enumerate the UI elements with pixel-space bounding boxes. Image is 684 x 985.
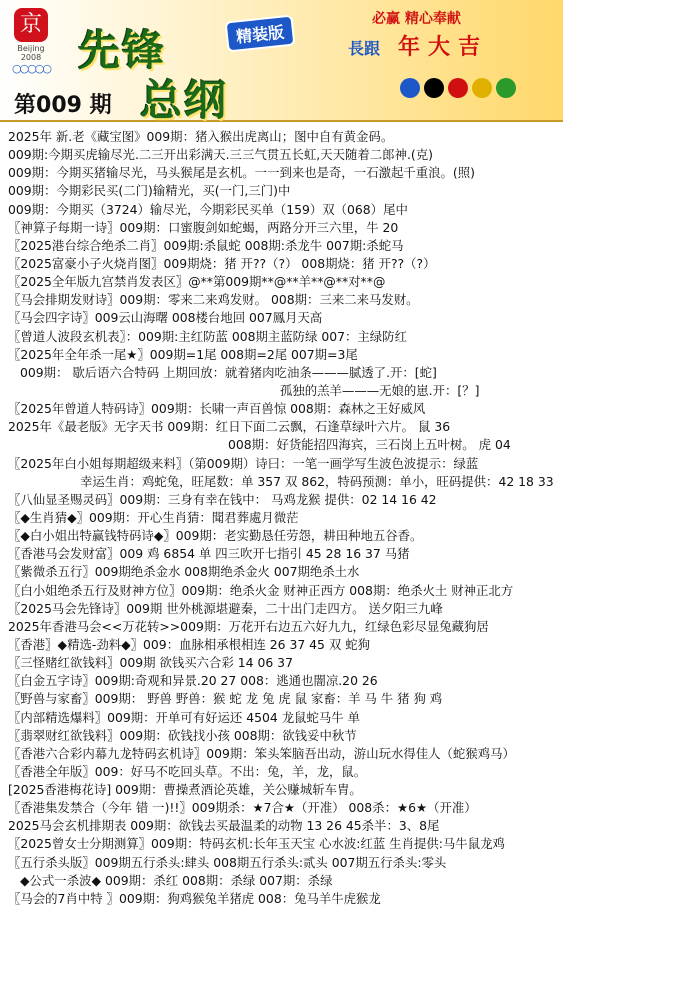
- text-line: 〖2025曾女士分期测算〗009期：特码玄机:长年玉天宝 心水波:红蓝 生肖提供:马牛鼠龙鸡: [8, 836, 505, 852]
- logo-subtitle: Beijing 2008: [17, 44, 45, 62]
- text-line: 〖白金五字诗〗009期:奇观和异景.20 27 008：逃通也闇凉.20 26: [8, 673, 378, 689]
- edition-badge: 精装版: [225, 15, 296, 53]
- title-bottom: 总纲: [140, 76, 229, 125]
- mascot-icon: [424, 78, 444, 98]
- mascots: [400, 78, 520, 103]
- text-line: 〖2025年全年杀一尾★〗009期=1尾 008期=2尾 007期=3尾: [8, 346, 358, 362]
- olympic-logo: [8, 8, 54, 75]
- text-line: 〖2025港台综合绝杀二肖〗009期:杀鼠蛇 008期:杀龙牛 007期:杀蛇马: [8, 237, 404, 253]
- text-line: 2025年 新.老《藏宝图》009期：猪入猴出虎离山；图中自有黄金码。: [8, 129, 394, 144]
- text-line: 009期:今期买虎输尽光.二三开出彩满天.三三气贯五长虹,天天随着二郎神.(克): [8, 147, 433, 163]
- text-line: 2025马会玄机排期表 009期：欲钱去买最温柔的动物 13 26 45杀半：3、8尾: [8, 818, 440, 834]
- text-line: 009期：今期买（3724）输尽光，今期彩民买单（159）双（068）尾中: [8, 201, 408, 217]
- olympic-rings-icon: ○○○○○: [12, 62, 50, 75]
- text-line: 009期： 歇后语六合特码 上期回放：就着猪肉吃油条———腻透了.开：[蛇]: [20, 364, 437, 380]
- text-line: 〖香港马会发财富〗009 鸡 6854 单 四三吹开七指引 45 28 16 37 马猪: [8, 546, 410, 562]
- text-line: 〖2025年曾道人特码诗〗009期：长啸一声百兽惊 008期：森林之王好威风: [8, 401, 426, 417]
- text-line: 〖曾道人波段玄机表〗：009期:主红防蓝 008期主蓝防绿 007：主绿防红: [8, 328, 407, 344]
- slogan-small: 必赢 精心奉献: [372, 11, 461, 27]
- text-body: [0, 128, 684, 908]
- text-line: 〖八仙显圣赐灵码〗009期：三身有幸在钱中： 马鸡龙猴 提供：02 14 16 42: [8, 491, 437, 507]
- slogan-mid: 長跟: [348, 39, 381, 58]
- text-line: 〖香港〗◆精选-劲料◆〗009：血脉相承根相连 26 37 45 双 蛇狗: [8, 636, 370, 652]
- title-top: 先锋: [78, 26, 167, 75]
- text-line: 〖2025年白小姐每期超级来料〗（第009期）诗曰：一笔一画学写生波色波提示：绿蓝: [8, 455, 479, 471]
- text-line: 〖2025马会先锋诗〗009期 世外桃源堪避秦，二十出门走四方。 送夕阳三九峰: [8, 600, 443, 616]
- text-line: 009期：今期买猪输尽光，马头猴尾是玄机。一一到来也是奇，一石激起千重浪。(照): [8, 165, 475, 181]
- slogan-big: 年大吉: [398, 34, 489, 60]
- text-line: 幸运生肖：鸡蛇兔，旺尾数：单 357 双 862，特码预测：单小，旺码提供：42 18 33: [80, 473, 554, 489]
- text-line: 〖2025全年版九宫禁肖发表区〗@**第009期**@**羊**@**对**@: [8, 274, 386, 290]
- text-line: 〖◆生肖猜◆〗009期：开心生肖猜：聞君葬處月微茫: [8, 509, 299, 525]
- text-line: 〖香港集发禁合（今年 错 一)!!〗009期杀：★7合★（开准） 008杀：★6★（开准）: [8, 800, 477, 816]
- text-line: 〖马会的7肖中特 〗009期：狗鸡猴兔羊猪虎 008：兔马羊牛虎猴龙: [8, 890, 381, 906]
- text-line: [2025香港梅花诗] 009期：曹操煮酒论英雄，关公赚城斩车胄。: [8, 782, 362, 798]
- issue-number: 009: [36, 93, 82, 118]
- emblem-icon: 京: [14, 8, 48, 42]
- text-line: 2025年《最老版》无字天书 009期：红日下面二云飘，石逢草绿叶六片。 鼠 36: [8, 419, 451, 435]
- text-line: ◆公式一杀波◆ 009期：杀红 008期：杀绿 007期：杀绿: [20, 872, 333, 888]
- mascot-icon: [496, 78, 516, 98]
- text-line: 〖2025富豪小子火烧肖图〗009期烧：猪 开??（?） 008期烧：猪 开??（?）: [8, 255, 436, 271]
- mascot-icon: [472, 78, 492, 98]
- text-line: 〖马会排期发财诗〗009期：零来二来鸡发财。 008期：三来二来马发财。: [8, 292, 419, 308]
- text-line: 〖三怪赌红欲钱料〗009期 欲钱买六合彩 14 06 37: [8, 655, 293, 671]
- text-line: 〖神算子每期一诗〗009期：口蜜腹剑如蛇蝎，两路分开三六里，牛 20: [8, 219, 399, 235]
- issue-suffix: 期: [89, 93, 112, 118]
- text-line: 2025年香港马会<<万花转>>009期：万花开右边五六好九九，红绿色彩尽显兔藏狗居: [8, 618, 489, 634]
- issue-label: [14, 88, 112, 119]
- text-line: 009期：今期彩民买(二门)输精光，买(一门,三门)中: [8, 183, 291, 199]
- text-line: 〖内部精选爆料〗009期：开单可有好运还 4504 龙鼠蛇马牛 单: [8, 709, 360, 725]
- text-line: 〖野兽与家畜〗009期： 野兽 野兽：猴 蛇 龙 兔 虎 鼠 家畜：羊 马 牛 猪 狗 鸡: [8, 691, 443, 707]
- text-line: 〖◆白小姐出特赢钱特码诗◆〗009期：老实勤恳任劳怨，耕田种地五谷香。: [8, 528, 423, 544]
- mascot-icon: [400, 78, 420, 98]
- text-line: 〖香港六合彩内幕九龙特码玄机诗〗009期：笨头笨脑吾出动，游山玩水得佳人（蛇猴鸡马）: [8, 745, 515, 761]
- text-line: 008期：好货能招四海宾，三石岗上五叶树。 虎 04: [228, 437, 511, 453]
- header-banner: [0, 0, 563, 125]
- text-line: 〖五行杀头版〗009期五行杀头:肆头 008期五行杀头:贰头 007期五行杀头:零头: [8, 854, 447, 870]
- text-line: 〖香港全年版〗009：好马不吃回头草。不出：兔，羊，龙，鼠。: [8, 763, 367, 779]
- text-line: 〖紫微杀五行〗009期绝杀金水 008期绝杀金火 007期绝杀土水: [8, 564, 360, 580]
- text-line: 〖白小姐绝杀五行及财神方位〗009期：绝杀火金 财神正西方 008期：绝杀火土 财神正北方: [8, 582, 514, 598]
- mascot-icon: [448, 78, 468, 98]
- text-line: 〖翡翠财红欲钱料〗009期：砍钱找小孩 008期：欲钱妥中秋节: [8, 727, 357, 743]
- text-line: 孤独的羔羊———无娘的崽.开：[？]: [280, 382, 480, 398]
- text-line: 〖马会四字诗〗009云山海曙 008楼台地回 007鳳月天高: [8, 310, 323, 326]
- issue-prefix: 第: [14, 93, 37, 118]
